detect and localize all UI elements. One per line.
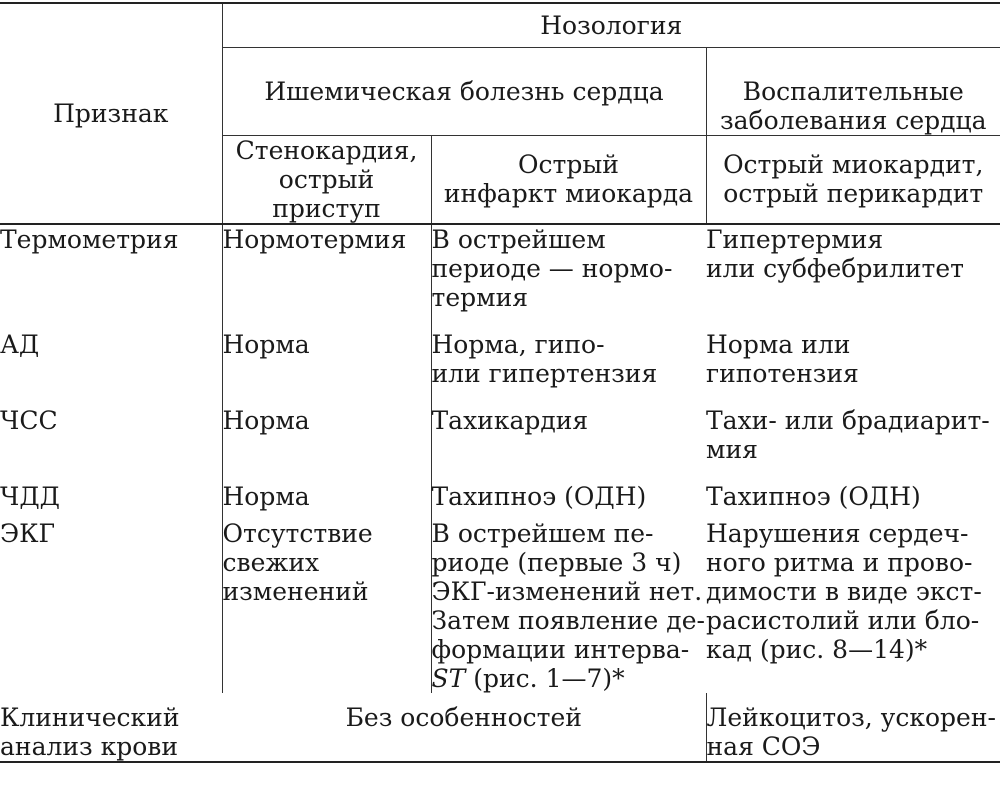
row-infarct: В острейшем периоде — нормо- термия [431,224,706,312]
row-infarct [431,511,706,693]
row-feature: Термометрия [0,224,179,254]
table-row [0,693,1000,762]
header-nosology [222,3,1000,47]
nosology-comparison-table [0,2,1000,763]
row-angina: Норма [222,312,431,388]
header-col-angina-label: Стенокардия, острый приступ [235,135,418,223]
row-infarct-line: риоде (первые 3 ч) [431,547,682,577]
header-nosology-label: Нозология [540,10,683,40]
row-feature: ЭКГ [0,518,56,548]
row-infarct-line-last [432,664,707,693]
header-feature [0,3,222,224]
row-inflam: Гипертермия или субфебрилитет [706,224,964,283]
row-angina: Норма [222,388,431,464]
table-row [0,224,1000,312]
row-infarct-line: Затем появление де- [431,605,705,635]
row-angina: Нормотермия [222,224,431,312]
row-infarct-line: В острейшем пе- [431,518,654,548]
header-group-ihd [222,47,706,135]
header-col-infarct-label: Острый инфаркт миокарда [443,150,694,208]
header-feature-label: Признак [53,98,169,128]
header-group-ihd-label: Ишемическая болезнь сердца [264,76,664,106]
row-inflam: Тахипноэ (ОДН) [706,481,921,511]
header-col-myocarditis-label: Острый миокардит, острый перикардит [723,150,984,208]
row-angina: Отсутствие свежих изменений [222,511,431,693]
row-inflam: Нарушения сердеч- ного ритма и прово- димости в виде экст- расистолий или бло- кад (рис. 8—14)* [706,518,982,664]
row-infarct-line: ЭКГ-изменений нет. [431,576,703,606]
table-row [0,464,1000,511]
row-infarct: Тахипноэ (ОДН) [431,464,706,511]
row-infarct-line: формации интерва- [431,634,690,664]
figure-reference: (рис. 1—7)* [465,663,625,693]
header-col-infarct [431,135,706,224]
row-feature: ЧДД [0,481,60,511]
table-row [0,312,1000,388]
header-group-inflam [706,47,1000,135]
row-feature: Клинический анализ крови [0,693,222,762]
row-feature: ЧСС [0,405,58,435]
row-merged: Без особенностей [222,693,706,762]
header-col-myocarditis [706,135,1000,224]
table-row [0,388,1000,464]
table-row [0,511,1000,693]
row-inflam: Тахи- или брадиарит- мия [706,405,990,464]
st-segment-term: ST [431,663,466,693]
row-inflam: Норма или гипотензия [706,329,859,388]
row-feature: АД [0,329,40,359]
row-angina: Норма [222,464,431,511]
row-infarct: Норма, гипо- или гипертензия [431,312,706,388]
header-group-inflam-label: Воспалительные заболевания сердца [719,76,987,135]
row-inflam: Лейкоцитоз, ускорен- ная СОЭ [706,693,1000,762]
header-col-angina [222,135,431,224]
row-infarct: Тахикардия [431,388,706,464]
